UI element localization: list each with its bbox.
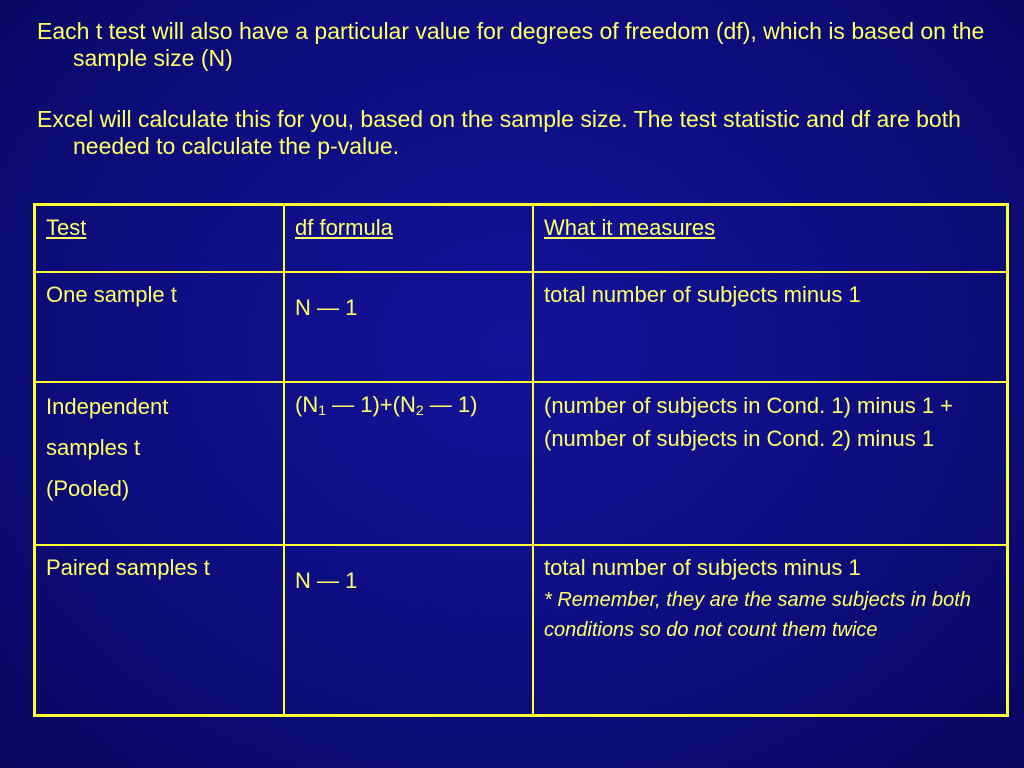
formula-part: — 1) (423, 391, 478, 417)
cell-measures (533, 545, 1008, 715)
measures-text: (number of subjects in Cond. 1) minus 1 + (number of subjects in Cond. 2) minus 1 (544, 392, 954, 451)
test-name-line: Independent (46, 393, 169, 419)
cell-formula (284, 272, 533, 382)
table-row (35, 272, 1008, 382)
header-df-formula-label: df formula (295, 215, 393, 240)
header-df-formula (284, 205, 533, 272)
df-formula (295, 392, 477, 423)
header-test-label: Test (46, 215, 87, 240)
table-header-row (35, 205, 1008, 272)
formula-part: (N (295, 391, 319, 417)
header-test (35, 205, 285, 272)
measures-text: total number of subjects minus 1 (544, 555, 861, 581)
test-name (46, 386, 273, 509)
bullet-excel-calc: Excel will calculate this for you, based on the sample size. The test statistic and df are both needed to calculate the p-value. (37, 106, 961, 159)
test-name: Paired samples t (46, 555, 210, 581)
header-what-it-measures-label: What it measures (544, 215, 716, 240)
cell-measures (533, 382, 1008, 545)
subscript: 2 (415, 401, 424, 418)
cell-test (35, 545, 285, 715)
bullet-df-intro: Each t test will also have a particular value for degrees of freedom (df), which is based on the sample size (N) (37, 18, 985, 71)
cell-test (35, 382, 285, 545)
remember-note: * Remember, they are the same subjects in both conditions so do not count them twice (544, 589, 971, 642)
header-what-it-measures (533, 205, 1008, 272)
subscript: 1 (318, 401, 327, 418)
formula-part: — 1)+(N (326, 391, 416, 417)
test-name-line: (Pooled) (46, 475, 130, 501)
df-formula: N — 1 (295, 294, 358, 320)
cell-test (35, 272, 285, 382)
cell-measures (533, 272, 1008, 382)
df-table (33, 203, 1009, 717)
table-row (35, 382, 1008, 545)
cell-formula (284, 382, 533, 545)
cell-formula (284, 545, 533, 715)
measures-text: total number of subjects minus 1 (544, 281, 861, 307)
table-row (35, 545, 1008, 715)
bullet-list (37, 18, 1012, 194)
test-name: One sample t (46, 281, 177, 307)
df-formula: N — 1 (295, 568, 358, 594)
test-name-line: samples t (46, 434, 141, 460)
